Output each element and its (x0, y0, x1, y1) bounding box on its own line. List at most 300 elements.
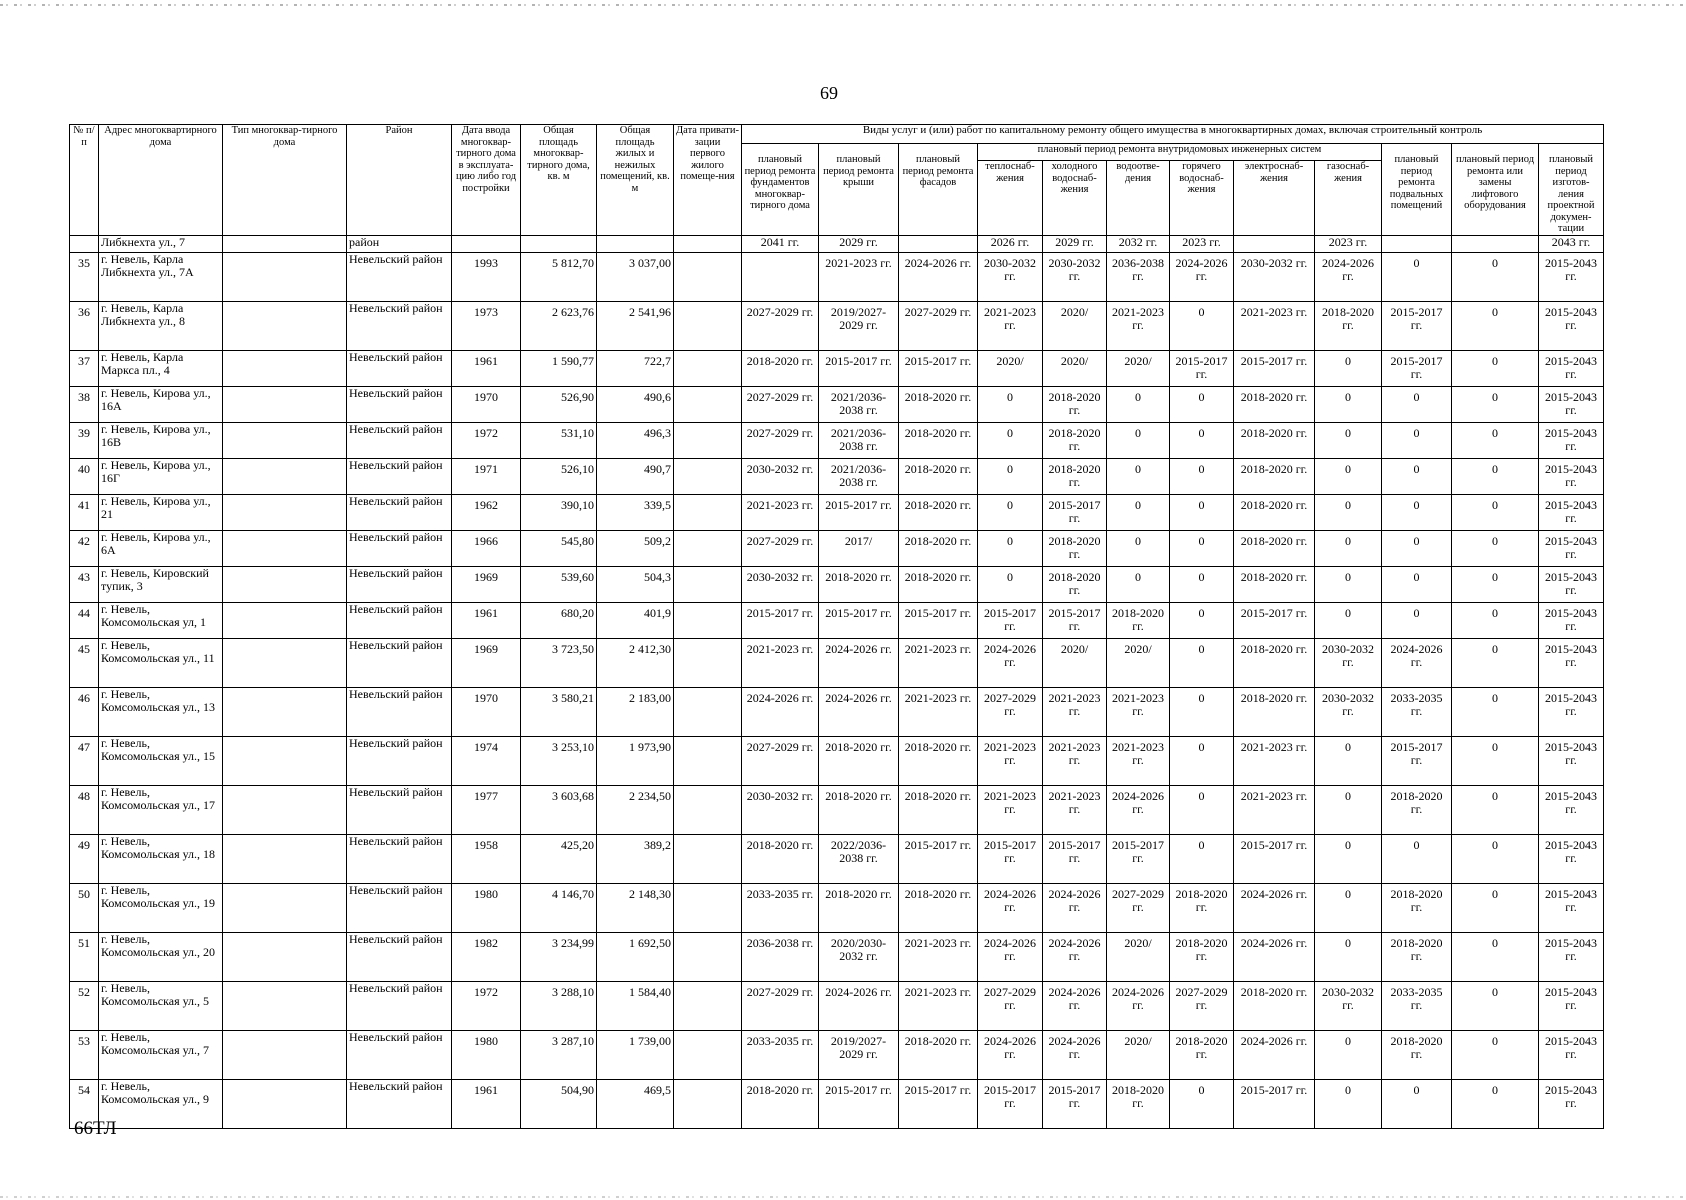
cell-hot-water: 0 (1170, 422, 1234, 458)
cell-elevator: 0 (1452, 566, 1539, 602)
cell-facade: 2015-2017 гг. (899, 602, 978, 638)
cell-living-area (597, 235, 674, 252)
cell-facade: 2027-2029 гг. (899, 301, 978, 350)
cell-hot-water: 0 (1170, 1079, 1234, 1128)
cell-sewer: 0 (1107, 530, 1170, 566)
col-header-hot-water: горячего водоснаб-жения (1170, 161, 1234, 235)
cell-house-type (223, 1030, 347, 1079)
cell-foundation: 2027-2029 гг. (742, 981, 819, 1030)
cell-roof: 2021/2036-2038 гг. (819, 458, 899, 494)
cell-basement: 2024-2026 гг. (1382, 638, 1452, 687)
cell-gas: 2023 гг. (1315, 235, 1382, 252)
cell-hot-water: 0 (1170, 530, 1234, 566)
cell-num: 40 (70, 458, 99, 494)
cell-roof: 2029 гг. (819, 235, 899, 252)
cell-design-docs: 2015-2043 гг. (1539, 1079, 1604, 1128)
cell-facade: 2021-2023 гг. (899, 687, 978, 736)
cell-district: Невельский район (347, 301, 452, 350)
col-header-heating: теплоснаб-жения (978, 161, 1043, 235)
cell-privatization (674, 932, 742, 981)
cell-sewer: 2024-2026 гг. (1107, 981, 1170, 1030)
cell-facade: 2021-2023 гг. (899, 932, 978, 981)
cell-basement: 0 (1382, 530, 1452, 566)
cell-cold-water: 2015-2017 гг. (1043, 1079, 1107, 1128)
cell-electric: 2018-2020 гг. (1234, 530, 1315, 566)
cell-basement: 0 (1382, 566, 1452, 602)
cell-elevator: 0 (1452, 422, 1539, 458)
cell-facade: 2018-2020 гг. (899, 785, 978, 834)
cell-sewer: 2015-2017 гг. (1107, 834, 1170, 883)
col-header-elevator: плановый период ремонта или замены лифтового оборудования (1452, 144, 1539, 236)
cell-hot-water: 2023 гг. (1170, 235, 1234, 252)
cell-elevator: 0 (1452, 736, 1539, 785)
cell-heating: 0 (978, 386, 1043, 422)
cell-total-area: 680,20 (521, 602, 597, 638)
cell-num: 42 (70, 530, 99, 566)
col-header-gas: газоснаб-жения (1315, 161, 1382, 235)
cell-address: г. Невель, Комсомольская ул., 11 (99, 638, 223, 687)
cell-electric: 2018-2020 гг. (1234, 638, 1315, 687)
cell-heating: 2030-2032 гг. (978, 252, 1043, 301)
table-row (70, 494, 1604, 530)
cell-privatization (674, 981, 742, 1030)
cell-gas: 0 (1315, 883, 1382, 932)
cell-sewer: 2020/ (1107, 638, 1170, 687)
table-row (70, 981, 1604, 1030)
cell-living-area: 490,6 (597, 386, 674, 422)
cell-privatization (674, 638, 742, 687)
cell-electric: 2018-2020 гг. (1234, 981, 1315, 1030)
cell-privatization (674, 1079, 742, 1128)
cell-electric: 2015-2017 гг. (1234, 350, 1315, 386)
cell-gas: 0 (1315, 932, 1382, 981)
cell-address: г. Невель, Кирова ул., 16Г (99, 458, 223, 494)
cell-design-docs: 2043 гг. (1539, 235, 1604, 252)
cell-gas: 0 (1315, 386, 1382, 422)
cell-design-docs: 2015-2043 гг. (1539, 834, 1604, 883)
cell-num: 35 (70, 252, 99, 301)
cell-hot-water: 2018-2020 гг. (1170, 932, 1234, 981)
cell-gas: 0 (1315, 350, 1382, 386)
cell-address: г. Невель, Кировский тупик, 3 (99, 566, 223, 602)
cell-address: г. Невель, Комсомольская ул., 7 (99, 1030, 223, 1079)
cell-elevator: 0 (1452, 1079, 1539, 1128)
cell-num: 54 (70, 1079, 99, 1128)
cell-privatization (674, 1030, 742, 1079)
cell-sewer: 0 (1107, 458, 1170, 494)
cell-foundation: 2033-2035 гг. (742, 1030, 819, 1079)
col-header-house-type: Тип многоквар-тирного дома (223, 125, 347, 236)
cell-roof: 2018-2020 гг. (819, 566, 899, 602)
cell-hot-water: 0 (1170, 301, 1234, 350)
cell-year: 1972 (452, 422, 521, 458)
cell-house-type (223, 981, 347, 1030)
cell-house-type (223, 566, 347, 602)
cell-district: Невельский район (347, 1079, 452, 1128)
cell-cold-water: 2020/ (1043, 638, 1107, 687)
cell-foundation: 2036-2038 гг. (742, 932, 819, 981)
cell-sewer: 0 (1107, 422, 1170, 458)
cell-living-area: 339,5 (597, 494, 674, 530)
page-number: 69 (820, 83, 838, 103)
cell-roof: 2022/2036-2038 гг. (819, 834, 899, 883)
cell-foundation: 2021-2023 гг. (742, 638, 819, 687)
cell-heating: 2027-2029 гг. (978, 687, 1043, 736)
cell-cold-water: 2029 гг. (1043, 235, 1107, 252)
cell-heating: 2024-2026 гг. (978, 1030, 1043, 1079)
cell-district: Невельский район (347, 386, 452, 422)
cell-electric: 2030-2032 гг. (1234, 252, 1315, 301)
cell-total-area: 390,10 (521, 494, 597, 530)
cell-cold-water: 2018-2020 гг. (1043, 458, 1107, 494)
cell-house-type (223, 422, 347, 458)
cell-house-type (223, 834, 347, 883)
cell-cold-water: 2015-2017 гг. (1043, 494, 1107, 530)
cell-basement: 0 (1382, 458, 1452, 494)
cell-foundation: 2027-2029 гг. (742, 386, 819, 422)
cell-total-area: 545,80 (521, 530, 597, 566)
cell-sewer: 0 (1107, 386, 1170, 422)
cell-design-docs: 2015-2043 гг. (1539, 883, 1604, 932)
cell-district: Невельский район (347, 981, 452, 1030)
cell-living-area: 469,5 (597, 1079, 674, 1128)
cell-gas: 0 (1315, 566, 1382, 602)
cell-district: район (347, 235, 452, 252)
cell-district: Невельский район (347, 785, 452, 834)
cell-living-area: 1 973,90 (597, 736, 674, 785)
cell-roof: 2015-2017 гг. (819, 494, 899, 530)
cell-num: 51 (70, 932, 99, 981)
cell-heating: 2024-2026 гг. (978, 638, 1043, 687)
cell-heating: 0 (978, 494, 1043, 530)
cell-living-area: 2 148,30 (597, 883, 674, 932)
cell-roof: 2021-2023 гг. (819, 252, 899, 301)
cell-year: 1958 (452, 834, 521, 883)
cell-roof: 2021/2036-2038 гг. (819, 422, 899, 458)
cell-year: 1980 (452, 883, 521, 932)
cell-electric: 2018-2020 гг. (1234, 422, 1315, 458)
cell-num: 45 (70, 638, 99, 687)
cell-living-area: 389,2 (597, 834, 674, 883)
cell-sewer: 2021-2023 гг. (1107, 301, 1170, 350)
cell-roof: 2019/2027-2029 гг. (819, 1030, 899, 1079)
cell-foundation: 2033-2035 гг. (742, 883, 819, 932)
cell-design-docs: 2015-2043 гг. (1539, 638, 1604, 687)
cell-elevator: 0 (1452, 350, 1539, 386)
cell-address: Либкнехта ул., 7 (99, 235, 223, 252)
cell-electric: 2018-2020 гг. (1234, 458, 1315, 494)
cell-heating: 0 (978, 458, 1043, 494)
cell-electric: 2018-2020 гг. (1234, 566, 1315, 602)
cell-facade: 2018-2020 гг. (899, 386, 978, 422)
cell-sewer: 2036-2038 гг. (1107, 252, 1170, 301)
cell-num: 47 (70, 736, 99, 785)
cell-facade: 2015-2017 гг. (899, 834, 978, 883)
cell-address: г. Невель, Карла Либкнехта ул., 7А (99, 252, 223, 301)
cell-foundation: 2027-2029 гг. (742, 736, 819, 785)
cell-heating: 2026 гг. (978, 235, 1043, 252)
cell-living-area: 509,2 (597, 530, 674, 566)
cell-house-type (223, 736, 347, 785)
cell-sewer: 2020/ (1107, 350, 1170, 386)
cell-year: 1980 (452, 1030, 521, 1079)
cell-roof: 2024-2026 гг. (819, 638, 899, 687)
cell-year: 1962 (452, 494, 521, 530)
cell-heating: 2024-2026 гг. (978, 932, 1043, 981)
cell-design-docs: 2015-2043 гг. (1539, 386, 1604, 422)
cell-year: 1961 (452, 602, 521, 638)
cell-sewer: 2021-2023 гг. (1107, 736, 1170, 785)
cell-house-type (223, 883, 347, 932)
cell-design-docs: 2015-2043 гг. (1539, 494, 1604, 530)
cell-heating: 2015-2017 гг. (978, 1079, 1043, 1128)
cell-hot-water: 0 (1170, 566, 1234, 602)
cell-total-area: 3 603,68 (521, 785, 597, 834)
cell-district: Невельский район (347, 687, 452, 736)
cell-year: 1970 (452, 386, 521, 422)
cell-privatization (674, 235, 742, 252)
table-row (70, 386, 1604, 422)
cell-year: 1970 (452, 687, 521, 736)
col-header-electric: электроснаб-жения (1234, 161, 1315, 235)
cell-district: Невельский район (347, 530, 452, 566)
cell-hot-water: 0 (1170, 602, 1234, 638)
cell-foundation: 2027-2029 гг. (742, 301, 819, 350)
cell-roof: 2019/2027-2029 гг. (819, 301, 899, 350)
cell-design-docs: 2015-2043 гг. (1539, 932, 1604, 981)
cell-house-type (223, 785, 347, 834)
cell-facade: 2018-2020 гг. (899, 494, 978, 530)
table-row (70, 301, 1604, 350)
cell-address: г. Невель, Кирова ул., 6А (99, 530, 223, 566)
cell-sewer: 2020/ (1107, 1030, 1170, 1079)
cell-roof: 2018-2020 гг. (819, 883, 899, 932)
cell-foundation: 2030-2032 гг. (742, 458, 819, 494)
cell-cold-water: 2018-2020 гг. (1043, 530, 1107, 566)
cell-cold-water: 2018-2020 гг. (1043, 566, 1107, 602)
table-row (70, 736, 1604, 785)
cell-design-docs: 2015-2043 гг. (1539, 981, 1604, 1030)
cell-heating: 2015-2017 гг. (978, 834, 1043, 883)
cell-roof: 2015-2017 гг. (819, 602, 899, 638)
cell-foundation: 2018-2020 гг. (742, 834, 819, 883)
cell-hot-water: 2018-2020 гг. (1170, 1030, 1234, 1079)
cell-year: 1969 (452, 566, 521, 602)
cell-privatization (674, 834, 742, 883)
cell-facade (899, 235, 978, 252)
cell-electric: 2018-2020 гг. (1234, 494, 1315, 530)
cell-district: Невельский район (347, 422, 452, 458)
cell-cold-water: 2018-2020 гг. (1043, 386, 1107, 422)
cell-cold-water: 2024-2026 гг. (1043, 883, 1107, 932)
cell-electric: 2018-2020 гг. (1234, 386, 1315, 422)
cell-basement: 0 (1382, 602, 1452, 638)
cell-address: г. Невель, Комсомольская ул., 19 (99, 883, 223, 932)
capital-repair-table (69, 124, 1604, 1129)
cell-gas: 0 (1315, 458, 1382, 494)
cell-facade: 2018-2020 гг. (899, 1030, 978, 1079)
col-header-roof: плановый период ремонта крыши (819, 144, 899, 236)
cell-privatization (674, 785, 742, 834)
cell-house-type (223, 494, 347, 530)
cell-design-docs: 2015-2043 гг. (1539, 422, 1604, 458)
col-header-total-area: Общая площадь многоквар-тирного дома, кв. м (521, 125, 597, 236)
col-header-works-group: Виды услуг и (или) работ по капитальному ремонту общего имущества в многоквартирных домах, включая строительный контроль (742, 125, 1604, 144)
cell-total-area: 3 287,10 (521, 1030, 597, 1079)
cell-privatization (674, 301, 742, 350)
cell-design-docs: 2015-2043 гг. (1539, 687, 1604, 736)
cell-total-area: 425,20 (521, 834, 597, 883)
cell-cold-water: 2018-2020 гг. (1043, 422, 1107, 458)
cell-house-type (223, 301, 347, 350)
cell-facade: 2021-2023 гг. (899, 638, 978, 687)
cell-living-area: 2 412,30 (597, 638, 674, 687)
table-row (70, 422, 1604, 458)
cell-district: Невельский район (347, 883, 452, 932)
cell-district: Невельский район (347, 252, 452, 301)
col-header-cold-water: холодного водоснаб-жения (1043, 161, 1107, 235)
cell-year: 1993 (452, 252, 521, 301)
cell-house-type (223, 235, 347, 252)
table-row (70, 932, 1604, 981)
cell-num: 46 (70, 687, 99, 736)
cell-gas: 2024-2026 гг. (1315, 252, 1382, 301)
cell-living-area: 1 584,40 (597, 981, 674, 1030)
cell-privatization (674, 458, 742, 494)
cell-sewer: 0 (1107, 494, 1170, 530)
cell-facade: 2024-2026 гг. (899, 252, 978, 301)
cell-cold-water: 2021-2023 гг. (1043, 785, 1107, 834)
cell-elevator: 0 (1452, 834, 1539, 883)
cell-year: 1961 (452, 1079, 521, 1128)
cell-hot-water: 0 (1170, 386, 1234, 422)
col-header-district: Район (347, 125, 452, 236)
cell-total-area: 526,10 (521, 458, 597, 494)
cell-privatization (674, 422, 742, 458)
cell-basement: 0 (1382, 834, 1452, 883)
cell-address: г. Невель, Карла Либкнехта ул., 8 (99, 301, 223, 350)
cell-address: г. Невель, Комсомольская ул., 9 (99, 1079, 223, 1128)
cell-cold-water: 2020/ (1043, 301, 1107, 350)
cell-living-area: 722,7 (597, 350, 674, 386)
cell-district: Невельский район (347, 932, 452, 981)
cell-year (452, 235, 521, 252)
cell-house-type (223, 252, 347, 301)
cell-gas: 0 (1315, 785, 1382, 834)
cell-house-type (223, 602, 347, 638)
cell-sewer: 2020/ (1107, 932, 1170, 981)
cell-living-area: 496,3 (597, 422, 674, 458)
cell-elevator: 0 (1452, 785, 1539, 834)
cell-elevator (1452, 235, 1539, 252)
cell-gas: 2030-2032 гг. (1315, 687, 1382, 736)
cell-year: 1972 (452, 981, 521, 1030)
cell-hot-water: 0 (1170, 638, 1234, 687)
cell-roof: 2024-2026 гг. (819, 981, 899, 1030)
footer-code: 66ТЛ (74, 1118, 117, 1139)
cell-gas: 2030-2032 гг. (1315, 981, 1382, 1030)
cell-gas: 0 (1315, 1079, 1382, 1128)
cell-roof: 2018-2020 гг. (819, 736, 899, 785)
cell-elevator: 0 (1452, 687, 1539, 736)
cell-privatization (674, 350, 742, 386)
cell-hot-water: 2018-2020 гг. (1170, 883, 1234, 932)
cell-elevator: 0 (1452, 386, 1539, 422)
cell-design-docs: 2015-2043 гг. (1539, 301, 1604, 350)
cell-elevator: 0 (1452, 494, 1539, 530)
table-row (70, 350, 1604, 386)
cell-address: г. Невель, Кирова ул., 21 (99, 494, 223, 530)
cell-gas: 0 (1315, 530, 1382, 566)
cell-electric: 2024-2026 гг. (1234, 883, 1315, 932)
cell-hot-water: 2024-2026 гг. (1170, 252, 1234, 301)
cell-living-area: 1 692,50 (597, 932, 674, 981)
cell-district: Невельский район (347, 458, 452, 494)
cell-sewer: 2024-2026 гг. (1107, 785, 1170, 834)
cell-cold-water: 2024-2026 гг. (1043, 981, 1107, 1030)
cell-num: 43 (70, 566, 99, 602)
cell-design-docs: 2015-2043 гг. (1539, 350, 1604, 386)
cell-basement: 0 (1382, 1079, 1452, 1128)
cell-elevator: 0 (1452, 981, 1539, 1030)
table-row (70, 252, 1604, 301)
cell-facade: 2018-2020 гг. (899, 566, 978, 602)
cell-district: Невельский район (347, 834, 452, 883)
cell-year: 1974 (452, 736, 521, 785)
cell-living-area: 2 234,50 (597, 785, 674, 834)
cell-num: 53 (70, 1030, 99, 1079)
cell-basement: 2033-2035 гг. (1382, 687, 1452, 736)
cell-basement: 2033-2035 гг. (1382, 981, 1452, 1030)
cell-cold-water: 2021-2023 гг. (1043, 736, 1107, 785)
cell-basement: 2018-2020 гг. (1382, 1030, 1452, 1079)
cell-gas: 0 (1315, 422, 1382, 458)
cell-num: 39 (70, 422, 99, 458)
cell-heating: 2021-2023 гг. (978, 301, 1043, 350)
cell-hot-water: 0 (1170, 687, 1234, 736)
table-row (70, 638, 1604, 687)
cell-foundation (742, 252, 819, 301)
cell-design-docs: 2015-2043 гг. (1539, 458, 1604, 494)
cell-living-area: 490,7 (597, 458, 674, 494)
col-header-commission-date: Дата ввода многоквар-тирного дома в эксплуата-цию либо год постройки (452, 125, 521, 236)
cell-district: Невельский район (347, 494, 452, 530)
cell-foundation: 2030-2032 гг. (742, 785, 819, 834)
cell-hot-water: 0 (1170, 785, 1234, 834)
cell-facade: 2015-2017 гг. (899, 1079, 978, 1128)
cell-total-area: 3 234,99 (521, 932, 597, 981)
cell-foundation: 2030-2032 гг. (742, 566, 819, 602)
cell-cold-water: 2024-2026 гг. (1043, 932, 1107, 981)
cell-elevator: 0 (1452, 458, 1539, 494)
cell-basement: 2018-2020 гг. (1382, 785, 1452, 834)
cell-year: 1971 (452, 458, 521, 494)
cell-privatization (674, 736, 742, 785)
cell-basement: 0 (1382, 422, 1452, 458)
cell-address: г. Невель, Комсомольская ул., 15 (99, 736, 223, 785)
table-row (70, 458, 1604, 494)
cell-design-docs: 2015-2043 гг. (1539, 530, 1604, 566)
cell-privatization (674, 530, 742, 566)
cell-district: Невельский район (347, 1030, 452, 1079)
col-header-facade: плановый период ремонта фасадов (899, 144, 978, 236)
cell-house-type (223, 458, 347, 494)
cell-roof: 2024-2026 гг. (819, 687, 899, 736)
table-row (70, 834, 1604, 883)
cell-basement: 2015-2017 гг. (1382, 301, 1452, 350)
cell-cold-water: 2024-2026 гг. (1043, 1030, 1107, 1079)
cell-hot-water: 0 (1170, 834, 1234, 883)
